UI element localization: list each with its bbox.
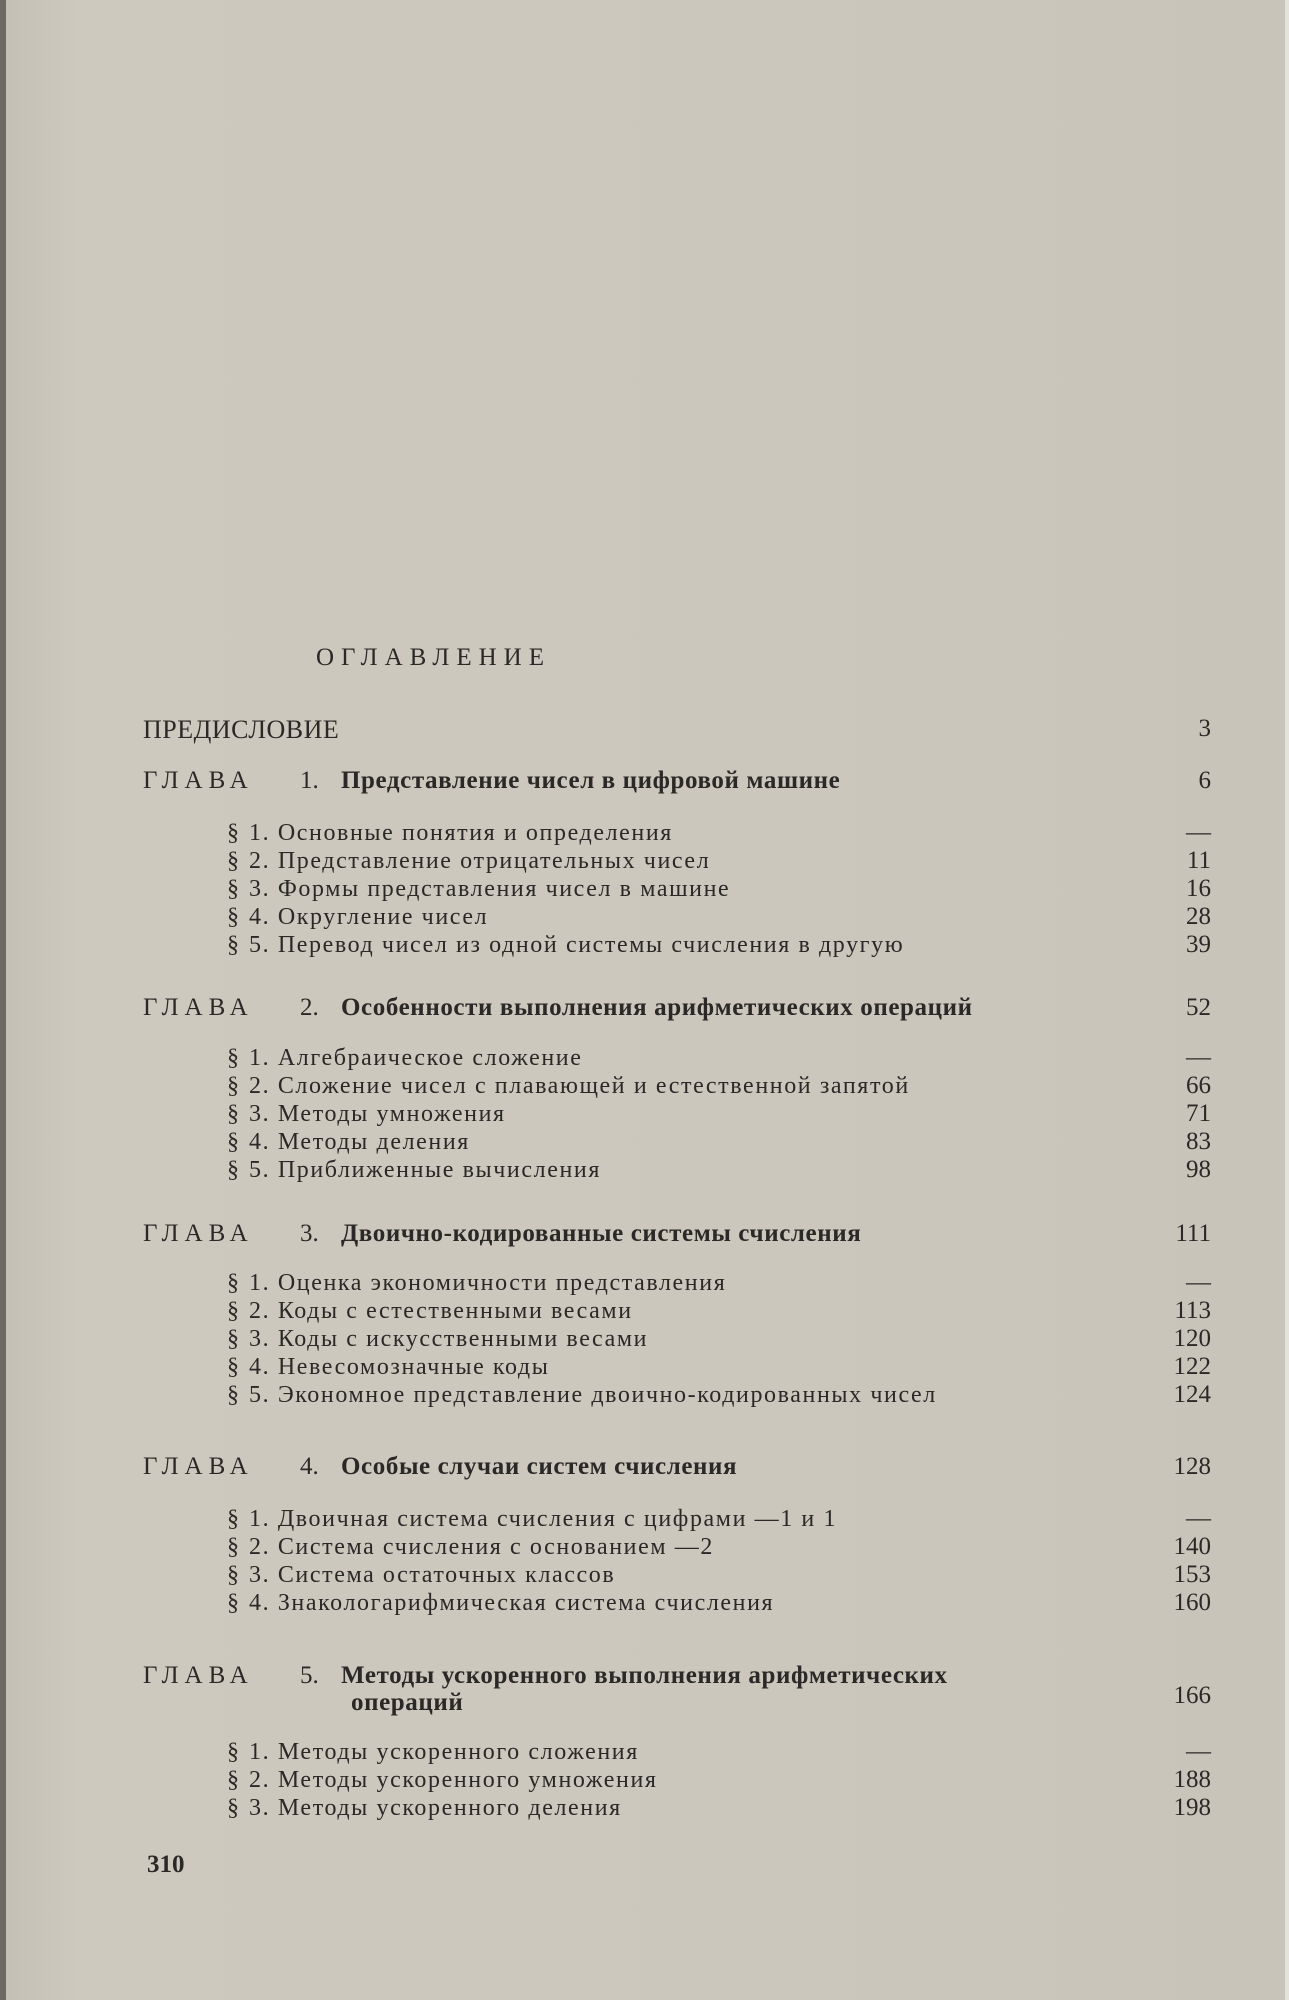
section-title: Перевод чисел из одной системы счисления в другую xyxy=(277,932,905,958)
section-page: 28 xyxy=(1186,903,1211,930)
section-page: — xyxy=(1186,1269,1211,1296)
chapter-title: Особенности выполнения арифметических операций xyxy=(341,994,973,1021)
toc-section xyxy=(227,820,673,847)
section-number: 3. xyxy=(249,1101,271,1127)
toc-section xyxy=(227,1101,506,1128)
toc-section xyxy=(227,1270,726,1297)
section-sign: § xyxy=(227,1767,241,1793)
toc-section xyxy=(227,876,730,903)
section-sign: § xyxy=(227,1506,241,1532)
chapter-label: ГЛАВА xyxy=(143,1662,254,1689)
section-sign: § xyxy=(227,1101,241,1127)
chapter-number: 4. xyxy=(300,1453,319,1480)
section-page: — xyxy=(1186,1738,1211,1765)
section-page: — xyxy=(1186,819,1211,846)
section-page: 124 xyxy=(1173,1381,1211,1408)
section-title: Коды с искусственными весами xyxy=(277,1326,649,1352)
section-title: Коды с естественными весами xyxy=(277,1298,633,1324)
chapter-page: 166 xyxy=(1173,1682,1211,1709)
section-sign: § xyxy=(227,1073,241,1099)
chapter-page: 128 xyxy=(1173,1453,1211,1480)
section-sign: § xyxy=(227,1382,241,1408)
section-title: Формы представления чисел в машине xyxy=(277,876,731,902)
toc-section xyxy=(227,1157,601,1184)
section-number: 5. xyxy=(249,1157,271,1183)
section-number: 4. xyxy=(249,1129,271,1155)
chapter-title: Представление чисел в цифровой машине xyxy=(341,767,841,794)
section-number: 1. xyxy=(249,1270,271,1296)
section-number: 4. xyxy=(249,1354,271,1380)
section-sign: § xyxy=(227,1590,241,1616)
section-title: Основные понятия и определения xyxy=(277,820,673,846)
section-title: Знакологарифмическая система счисления xyxy=(277,1590,775,1616)
page-edge-highlight xyxy=(1285,0,1289,2000)
section-page: 39 xyxy=(1186,931,1211,958)
section-sign: § xyxy=(227,1045,241,1071)
toc-section xyxy=(227,1739,639,1766)
toc-preface: ПРЕДИСЛОВИЕ xyxy=(143,715,340,744)
toc-section xyxy=(227,1382,937,1409)
toc-section xyxy=(227,904,488,931)
section-sign: § xyxy=(227,1795,241,1821)
chapter-title: Двоично-кодированные системы счисления xyxy=(341,1220,862,1247)
section-page: 71 xyxy=(1186,1100,1211,1127)
chapter-label: ГЛАВА xyxy=(143,767,254,794)
section-title: Система остаточных классов xyxy=(277,1562,616,1588)
chapter-number: 5. xyxy=(300,1662,319,1689)
toc-heading: ОГЛАВЛЕНИЕ xyxy=(316,644,551,671)
section-title: Оценка экономичности представления xyxy=(277,1270,727,1296)
chapter-label: ГЛАВА xyxy=(143,994,254,1021)
section-sign: § xyxy=(227,848,241,874)
toc-section xyxy=(227,1795,622,1822)
toc-section xyxy=(227,1298,633,1325)
section-page: 98 xyxy=(1186,1156,1211,1183)
toc-section xyxy=(227,1506,837,1533)
chapter-label: ГЛАВА xyxy=(143,1220,254,1247)
section-title: Невесомозначные коды xyxy=(277,1354,550,1380)
section-number: 1. xyxy=(249,1506,271,1532)
section-page: 122 xyxy=(1173,1353,1211,1380)
toc-preface-page: 3 xyxy=(1198,715,1211,742)
toc-section xyxy=(227,1045,582,1072)
chapter-number: 2. xyxy=(300,994,319,1021)
section-page: 16 xyxy=(1186,875,1211,902)
toc-section xyxy=(227,1562,615,1589)
section-title: Методы ускоренного умножения xyxy=(277,1767,658,1793)
chapter-title: Методы ускоренного выполнения арифметических xyxy=(341,1662,948,1689)
toc-section xyxy=(227,1767,658,1794)
section-title: Двоичная система счисления с цифрами —1 и 1 xyxy=(277,1506,838,1532)
section-sign: § xyxy=(227,1157,241,1183)
section-title: Сложение чисел с плавающей и естественной запятой xyxy=(277,1073,910,1099)
section-page: — xyxy=(1186,1044,1211,1071)
section-number: 1. xyxy=(249,820,271,846)
section-number: 4. xyxy=(249,904,271,930)
section-page: 11 xyxy=(1186,847,1211,874)
section-sign: § xyxy=(227,1298,241,1324)
section-number: 5. xyxy=(249,1382,271,1408)
section-sign: § xyxy=(227,1326,241,1352)
section-title: Методы ускоренного сложения xyxy=(277,1739,639,1765)
chapter-page: 6 xyxy=(1198,767,1211,794)
section-sign: § xyxy=(227,1354,241,1380)
section-page: 140 xyxy=(1173,1533,1211,1560)
section-number: 3. xyxy=(249,1795,271,1821)
toc-section xyxy=(227,932,904,959)
section-title: Методы ускоренного деления xyxy=(277,1795,622,1821)
section-title: Система счисления с основанием —2 xyxy=(277,1534,714,1560)
page-number: 310 xyxy=(147,1851,185,1878)
chapter-page: 52 xyxy=(1186,994,1211,1021)
toc-section xyxy=(227,1534,714,1561)
section-page: 66 xyxy=(1186,1072,1211,1099)
section-sign: § xyxy=(227,820,241,846)
chapter-page: 111 xyxy=(1175,1220,1211,1247)
section-number: 2. xyxy=(249,1767,271,1793)
toc-section xyxy=(227,1326,648,1353)
section-sign: § xyxy=(227,1562,241,1588)
toc-section xyxy=(227,1073,910,1100)
section-page: 160 xyxy=(1173,1589,1211,1616)
page-edge-shadow xyxy=(0,0,6,2000)
section-title: Алгебраическое сложение xyxy=(277,1045,583,1071)
chapter-title: Особые случаи систем счисления xyxy=(341,1453,738,1480)
section-title: Методы деления xyxy=(277,1129,470,1155)
section-number: 1. xyxy=(249,1739,271,1765)
section-page: — xyxy=(1186,1505,1211,1532)
toc-section xyxy=(227,848,710,875)
section-number: 5. xyxy=(249,932,271,958)
section-page: 120 xyxy=(1173,1325,1211,1352)
section-page: 198 xyxy=(1173,1794,1211,1821)
section-number: 3. xyxy=(249,1326,271,1352)
toc-section xyxy=(227,1354,549,1381)
section-sign: § xyxy=(227,876,241,902)
section-number: 4. xyxy=(249,1590,271,1616)
section-sign: § xyxy=(227,1534,241,1560)
section-page: 113 xyxy=(1174,1297,1211,1324)
section-number: 1. xyxy=(249,1045,271,1071)
chapter-number: 3. xyxy=(300,1220,319,1247)
toc-section xyxy=(227,1590,774,1617)
toc-section xyxy=(227,1129,470,1156)
section-title: Представление отрицательных чисел xyxy=(277,848,711,874)
section-title: Экономное представление двоично-кодированных чисел xyxy=(277,1382,937,1408)
section-number: 3. xyxy=(249,876,271,902)
section-sign: § xyxy=(227,904,241,930)
section-page: 153 xyxy=(1173,1561,1211,1588)
chapter-label: ГЛАВА xyxy=(143,1453,254,1480)
section-number: 2. xyxy=(249,1073,271,1099)
section-title: Методы умножения xyxy=(277,1101,506,1127)
section-number: 2. xyxy=(249,1534,271,1560)
section-number: 2. xyxy=(249,1298,271,1324)
section-sign: § xyxy=(227,1270,241,1296)
section-title: Округление чисел xyxy=(277,904,489,930)
section-sign: § xyxy=(227,1129,241,1155)
section-sign: § xyxy=(227,1739,241,1765)
section-number: 2. xyxy=(249,848,271,874)
chapter-title: операций xyxy=(351,1689,464,1716)
section-page: 188 xyxy=(1173,1766,1211,1793)
section-sign: § xyxy=(227,932,241,958)
section-title: Приближенные вычисления xyxy=(277,1157,601,1183)
section-page: 83 xyxy=(1186,1128,1211,1155)
chapter-number: 1. xyxy=(300,767,319,794)
section-number: 3. xyxy=(249,1562,271,1588)
